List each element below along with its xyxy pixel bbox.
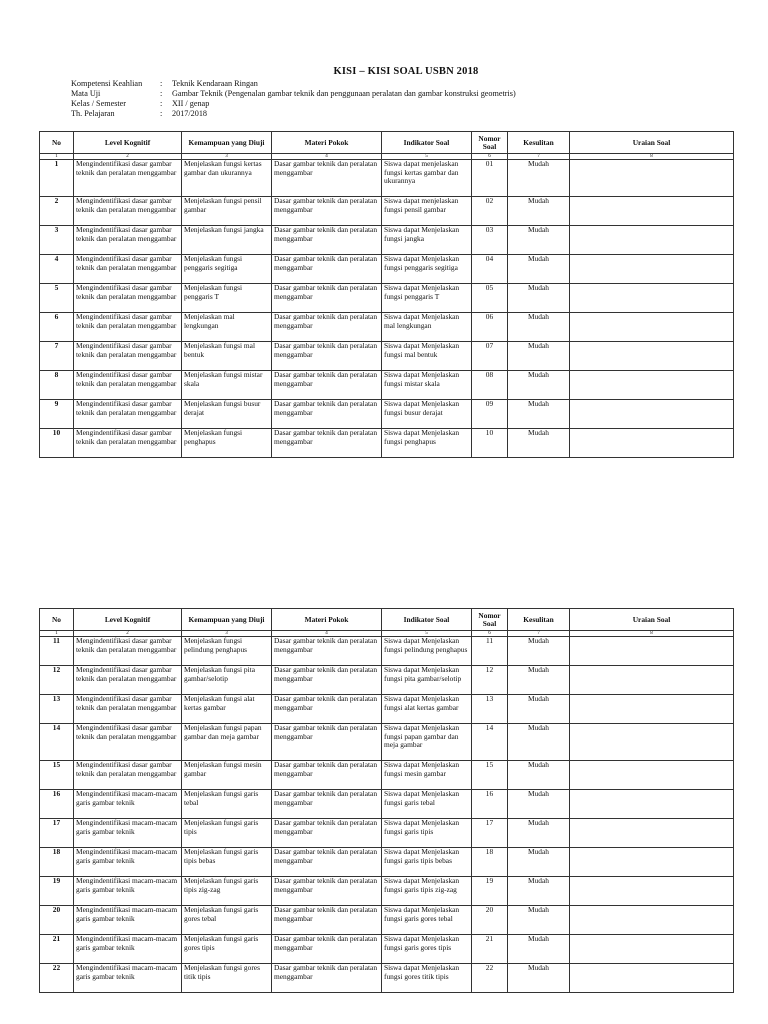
col-number: 5 bbox=[382, 154, 472, 160]
cell-kemampuan: Menjelaskan fungsi mal bentuk bbox=[182, 342, 272, 371]
cell-kemampuan: Menjelaskan fungsi penghapus bbox=[182, 429, 272, 458]
cell-no: 9 bbox=[40, 400, 74, 429]
cell-indikator: Siswa dapat menjelaskan fungsi pensil gambar bbox=[382, 197, 472, 226]
col-number: 7 bbox=[508, 154, 570, 160]
cell-no: 2 bbox=[40, 197, 74, 226]
cell-no: 14 bbox=[40, 724, 74, 761]
meta-separator: : bbox=[160, 89, 163, 98]
cell-indikator: Siswa dapat Menjelaskan fungsi pita gambar/selotip bbox=[382, 666, 472, 695]
cell-nomor: 01 bbox=[472, 160, 508, 197]
cell-no: 20 bbox=[40, 906, 74, 935]
meta-label: Kompetensi Keahlian bbox=[71, 79, 143, 88]
header-indikator: Indikator Soal bbox=[382, 609, 472, 631]
cell-nomor: 15 bbox=[472, 761, 508, 790]
cell-level: Mengindentifikasi dasar gambar teknik dan peralatan menggambar bbox=[74, 197, 182, 226]
cell-materi: Dasar gambar teknik dan peralatan menggambar bbox=[272, 371, 382, 400]
table-row bbox=[40, 400, 734, 429]
cell-kesulitan: Mudah bbox=[508, 313, 570, 342]
cell-materi: Dasar gambar teknik dan peralatan menggambar bbox=[272, 724, 382, 761]
table-row bbox=[40, 197, 734, 226]
cell-kesulitan: Mudah bbox=[508, 935, 570, 964]
cell-no: 3 bbox=[40, 226, 74, 255]
cell-kemampuan: Menjelaskan fungsi garis tebal bbox=[182, 790, 272, 819]
col-number: 8 bbox=[570, 154, 734, 160]
cell-nomor: 08 bbox=[472, 371, 508, 400]
cell-materi: Dasar gambar teknik dan peralatan menggambar bbox=[272, 666, 382, 695]
cell-level: Mengindentifikasi dasar gambar teknik dan peralatan menggambar bbox=[74, 371, 182, 400]
table-body-page-1 bbox=[40, 160, 734, 458]
cell-level: Mengindentifikasi dasar gambar teknik dan peralatan menggambar bbox=[74, 400, 182, 429]
cell-kemampuan: Menjelaskan fungsi pita gambar/selotip bbox=[182, 666, 272, 695]
cell-no: 7 bbox=[40, 342, 74, 371]
cell-indikator: Siswa dapat Menjelaskan fungsi garis tipis zig-zag bbox=[382, 877, 472, 906]
cell-materi: Dasar gambar teknik dan peralatan menggambar bbox=[272, 342, 382, 371]
col-number: 4 bbox=[272, 154, 382, 160]
col-number: 7 bbox=[508, 631, 570, 637]
cell-materi: Dasar gambar teknik dan peralatan menggambar bbox=[272, 313, 382, 342]
cell-kesulitan: Mudah bbox=[508, 160, 570, 197]
cell-uraian bbox=[570, 637, 734, 666]
col-number: 6 bbox=[472, 631, 508, 637]
col-number: 3 bbox=[182, 631, 272, 637]
cell-nomor: 12 bbox=[472, 666, 508, 695]
header-uraian: Uraian Soal bbox=[570, 609, 734, 631]
cell-level: Mengindentifikasi macam-macam garis gambar teknik bbox=[74, 964, 182, 993]
cell-uraian bbox=[570, 313, 734, 342]
col-number: 2 bbox=[74, 154, 182, 160]
cell-uraian bbox=[570, 226, 734, 255]
cell-level: Mengindentifikasi macam-macam garis gambar teknik bbox=[74, 790, 182, 819]
cell-kesulitan: Mudah bbox=[508, 255, 570, 284]
table-row bbox=[40, 255, 734, 284]
cell-uraian bbox=[570, 342, 734, 371]
cell-nomor: 02 bbox=[472, 197, 508, 226]
cell-kesulitan: Mudah bbox=[508, 637, 570, 666]
header-nomor: Nomor Soal bbox=[472, 609, 508, 631]
kisi-table-page-1 bbox=[39, 131, 734, 458]
cell-kesulitan: Mudah bbox=[508, 429, 570, 458]
header-kemampuan: Kemampuan yang Diuji bbox=[182, 609, 272, 631]
cell-indikator: Siswa dapat menjelaskan fungsi kertas gambar dan ukurannya bbox=[382, 160, 472, 197]
table-row bbox=[40, 342, 734, 371]
cell-materi: Dasar gambar teknik dan peralatan menggambar bbox=[272, 906, 382, 935]
table-row bbox=[40, 429, 734, 458]
cell-level: Mengindentifikasi dasar gambar teknik dan peralatan menggambar bbox=[74, 342, 182, 371]
header-nomor: Nomor Soal bbox=[472, 132, 508, 154]
cell-kesulitan: Mudah bbox=[508, 666, 570, 695]
cell-materi: Dasar gambar teknik dan peralatan menggambar bbox=[272, 695, 382, 724]
cell-indikator: Siswa dapat Menjelaskan fungsi mistar skala bbox=[382, 371, 472, 400]
table-body-page-2 bbox=[40, 637, 734, 993]
col-number: 2 bbox=[74, 631, 182, 637]
cell-no: 4 bbox=[40, 255, 74, 284]
cell-indikator: Siswa dapat Menjelaskan fungsi garis tipis bebas bbox=[382, 848, 472, 877]
cell-kemampuan: Menjelaskan fungsi garis gores tebal bbox=[182, 906, 272, 935]
cell-kesulitan: Mudah bbox=[508, 197, 570, 226]
cell-level: Mengindentifikasi dasar gambar teknik dan peralatan menggambar bbox=[74, 255, 182, 284]
cell-no: 19 bbox=[40, 877, 74, 906]
cell-level: Mengindentifikasi dasar gambar teknik dan peralatan menggambar bbox=[74, 761, 182, 790]
meta-row-kompetensi bbox=[71, 79, 516, 89]
cell-kemampuan: Menjelaskan fungsi mesin gambar bbox=[182, 761, 272, 790]
header-uraian: Uraian Soal bbox=[570, 132, 734, 154]
header-row bbox=[40, 609, 734, 631]
cell-kesulitan: Mudah bbox=[508, 226, 570, 255]
cell-nomor: 10 bbox=[472, 429, 508, 458]
cell-indikator: Siswa dapat Menjelaskan fungsi garis gores tipis bbox=[382, 935, 472, 964]
cell-level: Mengindentifikasi dasar gambar teknik dan peralatan menggambar bbox=[74, 284, 182, 313]
cell-level: Mengindentifikasi macam-macam garis gambar teknik bbox=[74, 906, 182, 935]
cell-level: Mengindentifikasi dasar gambar teknik dan peralatan menggambar bbox=[74, 226, 182, 255]
col-number: 4 bbox=[272, 631, 382, 637]
cell-level: Mengindentifikasi macam-macam garis gambar teknik bbox=[74, 935, 182, 964]
cell-kesulitan: Mudah bbox=[508, 877, 570, 906]
cell-no: 22 bbox=[40, 964, 74, 993]
cell-indikator: Siswa dapat Menjelaskan fungsi gores titik tipis bbox=[382, 964, 472, 993]
cell-no: 8 bbox=[40, 371, 74, 400]
cell-indikator: Siswa dapat Menjelaskan fungsi papan gambar dan meja gambar bbox=[382, 724, 472, 761]
cell-kesulitan: Mudah bbox=[508, 848, 570, 877]
cell-kemampuan: Menjelaskan fungsi papan gambar dan meja gambar bbox=[182, 724, 272, 761]
cell-kesulitan: Mudah bbox=[508, 724, 570, 761]
cell-indikator: Siswa dapat Menjelaskan fungsi penggaris segitiga bbox=[382, 255, 472, 284]
cell-materi: Dasar gambar teknik dan peralatan menggambar bbox=[272, 935, 382, 964]
cell-materi: Dasar gambar teknik dan peralatan menggambar bbox=[272, 255, 382, 284]
cell-no: 17 bbox=[40, 819, 74, 848]
cell-kemampuan: Menjelaskan fungsi garis gores tipis bbox=[182, 935, 272, 964]
cell-materi: Dasar gambar teknik dan peralatan menggambar bbox=[272, 400, 382, 429]
cell-level: Mengindentifikasi macam-macam garis gambar teknik bbox=[74, 819, 182, 848]
table-row bbox=[40, 313, 734, 342]
cell-kesulitan: Mudah bbox=[508, 342, 570, 371]
cell-indikator: Siswa dapat Menjelaskan fungsi pelindung penghapus bbox=[382, 637, 472, 666]
cell-nomor: 20 bbox=[472, 906, 508, 935]
cell-nomor: 05 bbox=[472, 284, 508, 313]
table-row bbox=[40, 371, 734, 400]
cell-no: 15 bbox=[40, 761, 74, 790]
cell-no: 12 bbox=[40, 666, 74, 695]
header-kemampuan: Kemampuan yang Diuji bbox=[182, 132, 272, 154]
cell-no: 21 bbox=[40, 935, 74, 964]
header-materi: Materi Pokok bbox=[272, 609, 382, 631]
cell-indikator: Siswa dapat Menjelaskan fungsi garis tipis bbox=[382, 819, 472, 848]
col-number: 1 bbox=[40, 631, 74, 637]
cell-kemampuan: Menjelaskan fungsi mistar skala bbox=[182, 371, 272, 400]
cell-kemampuan: Menjelaskan fungsi garis tipis zig-zag bbox=[182, 877, 272, 906]
cell-materi: Dasar gambar teknik dan peralatan menggambar bbox=[272, 160, 382, 197]
header-no: No bbox=[40, 132, 74, 154]
cell-uraian bbox=[570, 906, 734, 935]
meta-row-kelas bbox=[71, 99, 516, 109]
cell-no: 11 bbox=[40, 637, 74, 666]
col-number: 1 bbox=[40, 154, 74, 160]
table-row bbox=[40, 695, 734, 724]
meta-separator: : bbox=[160, 79, 163, 88]
cell-nomor: 21 bbox=[472, 935, 508, 964]
table-row bbox=[40, 761, 734, 790]
cell-uraian bbox=[570, 848, 734, 877]
cell-nomor: 18 bbox=[472, 848, 508, 877]
table-row bbox=[40, 935, 734, 964]
cell-kemampuan: Menjelaskan fungsi pelindung penghapus bbox=[182, 637, 272, 666]
header-materi: Materi Pokok bbox=[272, 132, 382, 154]
cell-indikator: Siswa dapat Menjelaskan fungsi jangka bbox=[382, 226, 472, 255]
cell-no: 10 bbox=[40, 429, 74, 458]
cell-uraian bbox=[570, 255, 734, 284]
cell-no: 1 bbox=[40, 160, 74, 197]
cell-level: Mengindentifikasi dasar gambar teknik dan peralatan menggambar bbox=[74, 724, 182, 761]
cell-kesulitan: Mudah bbox=[508, 819, 570, 848]
cell-materi: Dasar gambar teknik dan peralatan menggambar bbox=[272, 197, 382, 226]
meta-value: Teknik Kendaraan Ringan bbox=[172, 79, 258, 88]
cell-nomor: 17 bbox=[472, 819, 508, 848]
table-row bbox=[40, 284, 734, 313]
cell-nomor: 03 bbox=[472, 226, 508, 255]
cell-uraian bbox=[570, 877, 734, 906]
table-row bbox=[40, 637, 734, 666]
cell-kemampuan: Menjelaskan mal lengkungan bbox=[182, 313, 272, 342]
cell-uraian bbox=[570, 197, 734, 226]
col-number: 3 bbox=[182, 154, 272, 160]
header-level: Level Kognitif bbox=[74, 132, 182, 154]
cell-kemampuan: Menjelaskan fungsi pensil gambar bbox=[182, 197, 272, 226]
document-meta bbox=[71, 79, 516, 119]
meta-label: Mata Uji bbox=[71, 89, 101, 98]
cell-uraian bbox=[570, 371, 734, 400]
table-row bbox=[40, 848, 734, 877]
cell-kemampuan: Menjelaskan fungsi garis tipis bbox=[182, 819, 272, 848]
cell-materi: Dasar gambar teknik dan peralatan menggambar bbox=[272, 226, 382, 255]
cell-no: 6 bbox=[40, 313, 74, 342]
table-row bbox=[40, 819, 734, 848]
cell-materi: Dasar gambar teknik dan peralatan menggambar bbox=[272, 877, 382, 906]
table-row bbox=[40, 724, 734, 761]
meta-label: Kelas / Semester bbox=[71, 99, 127, 108]
cell-kesulitan: Mudah bbox=[508, 400, 570, 429]
cell-uraian bbox=[570, 790, 734, 819]
header-indikator: Indikator Soal bbox=[382, 132, 472, 154]
cell-materi: Dasar gambar teknik dan peralatan menggambar bbox=[272, 429, 382, 458]
cell-uraian bbox=[570, 819, 734, 848]
cell-indikator: Siswa dapat Menjelaskan fungsi penghapus bbox=[382, 429, 472, 458]
col-number: 5 bbox=[382, 631, 472, 637]
cell-nomor: 06 bbox=[472, 313, 508, 342]
cell-nomor: 19 bbox=[472, 877, 508, 906]
cell-level: Mengindentifikasi dasar gambar teknik dan peralatan menggambar bbox=[74, 637, 182, 666]
cell-kemampuan: Menjelaskan fungsi penggaris T bbox=[182, 284, 272, 313]
meta-row-mata-uji bbox=[71, 89, 516, 99]
cell-nomor: 09 bbox=[472, 400, 508, 429]
cell-kesulitan: Mudah bbox=[508, 371, 570, 400]
cell-level: Mengindentifikasi macam-macam garis gambar teknik bbox=[74, 848, 182, 877]
table-row bbox=[40, 906, 734, 935]
table-row bbox=[40, 160, 734, 197]
cell-indikator: Siswa dapat Menjelaskan fungsi mal bentuk bbox=[382, 342, 472, 371]
cell-level: Mengindentifikasi dasar gambar teknik dan peralatan menggambar bbox=[74, 666, 182, 695]
cell-kesulitan: Mudah bbox=[508, 284, 570, 313]
cell-materi: Dasar gambar teknik dan peralatan menggambar bbox=[272, 819, 382, 848]
meta-separator: : bbox=[160, 109, 163, 118]
cell-kesulitan: Mudah bbox=[508, 906, 570, 935]
cell-kesulitan: Mudah bbox=[508, 964, 570, 993]
cell-kemampuan: Menjelaskan fungsi penggaris segitiga bbox=[182, 255, 272, 284]
cell-uraian bbox=[570, 935, 734, 964]
col-number: 6 bbox=[472, 154, 508, 160]
cell-no: 13 bbox=[40, 695, 74, 724]
cell-level: Mengindentifikasi dasar gambar teknik dan peralatan menggambar bbox=[74, 313, 182, 342]
cell-kesulitan: Mudah bbox=[508, 790, 570, 819]
document-title: KISI – KISI SOAL USBN 2018 bbox=[333, 66, 479, 77]
cell-indikator: Siswa dapat Menjelaskan fungsi garis gores tebal bbox=[382, 906, 472, 935]
meta-row-tahun bbox=[71, 109, 516, 119]
cell-kemampuan: Menjelaskan fungsi garis tipis bebas bbox=[182, 848, 272, 877]
cell-indikator: Siswa dapat Menjelaskan mal lengkungan bbox=[382, 313, 472, 342]
cell-no: 16 bbox=[40, 790, 74, 819]
cell-uraian bbox=[570, 724, 734, 761]
cell-materi: Dasar gambar teknik dan peralatan menggambar bbox=[272, 964, 382, 993]
cell-indikator: Siswa dapat Menjelaskan fungsi penggaris T bbox=[382, 284, 472, 313]
cell-nomor: 16 bbox=[472, 790, 508, 819]
meta-value: Gambar Teknik (Pengenalan gambar teknik dan penggunaan peralatan dan gambar konstruksi geometris) bbox=[172, 89, 516, 98]
cell-kemampuan: Menjelaskan fungsi gores titik tipis bbox=[182, 964, 272, 993]
cell-kemampuan: Menjelaskan fungsi jangka bbox=[182, 226, 272, 255]
cell-nomor: 11 bbox=[472, 637, 508, 666]
cell-kesulitan: Mudah bbox=[508, 761, 570, 790]
cell-materi: Dasar gambar teknik dan peralatan menggambar bbox=[272, 848, 382, 877]
cell-kemampuan: Menjelaskan fungsi alat kertas gambar bbox=[182, 695, 272, 724]
cell-uraian bbox=[570, 429, 734, 458]
cell-level: Mengindentifikasi dasar gambar teknik dan peralatan menggambar bbox=[74, 160, 182, 197]
cell-kemampuan: Menjelaskan fungsi kertas gambar dan ukurannya bbox=[182, 160, 272, 197]
cell-nomor: 04 bbox=[472, 255, 508, 284]
cell-indikator: Siswa dapat Menjelaskan fungsi alat kertas gambar bbox=[382, 695, 472, 724]
cell-nomor: 07 bbox=[472, 342, 508, 371]
table-row bbox=[40, 790, 734, 819]
cell-nomor: 13 bbox=[472, 695, 508, 724]
cell-uraian bbox=[570, 964, 734, 993]
kisi-table-page-2 bbox=[39, 608, 734, 993]
cell-materi: Dasar gambar teknik dan peralatan menggambar bbox=[272, 284, 382, 313]
cell-uraian bbox=[570, 400, 734, 429]
cell-uraian bbox=[570, 761, 734, 790]
cell-nomor: 14 bbox=[472, 724, 508, 761]
cell-level: Mengindentifikasi dasar gambar teknik dan peralatan menggambar bbox=[74, 695, 182, 724]
header-no: No bbox=[40, 609, 74, 631]
header-kesulitan: Kesulitan bbox=[508, 132, 570, 154]
cell-materi: Dasar gambar teknik dan peralatan menggambar bbox=[272, 761, 382, 790]
col-number: 8 bbox=[570, 631, 734, 637]
meta-separator: : bbox=[160, 99, 163, 108]
cell-materi: Dasar gambar teknik dan peralatan menggambar bbox=[272, 637, 382, 666]
cell-uraian bbox=[570, 695, 734, 724]
cell-materi: Dasar gambar teknik dan peralatan menggambar bbox=[272, 790, 382, 819]
table-row bbox=[40, 964, 734, 993]
table-row bbox=[40, 877, 734, 906]
cell-indikator: Siswa dapat Menjelaskan fungsi garis tebal bbox=[382, 790, 472, 819]
cell-indikator: Siswa dapat Menjelaskan fungsi mesin gambar bbox=[382, 761, 472, 790]
meta-label: Th. Pelajaran bbox=[71, 109, 115, 118]
table-row bbox=[40, 226, 734, 255]
cell-no: 18 bbox=[40, 848, 74, 877]
cell-kemampuan: Menjelaskan fungsi busur derajat bbox=[182, 400, 272, 429]
table-row bbox=[40, 666, 734, 695]
cell-nomor: 22 bbox=[472, 964, 508, 993]
header-row bbox=[40, 132, 734, 154]
cell-level: Mengindentifikasi dasar gambar teknik dan peralatan menggambar bbox=[74, 429, 182, 458]
cell-kesulitan: Mudah bbox=[508, 695, 570, 724]
meta-value: XII / genap bbox=[172, 99, 210, 108]
cell-level: Mengindentifikasi macam-macam garis gambar teknik bbox=[74, 877, 182, 906]
header-level: Level Kognitif bbox=[74, 609, 182, 631]
meta-value: 2017/2018 bbox=[172, 109, 208, 118]
header-kesulitan: Kesulitan bbox=[508, 609, 570, 631]
cell-indikator: Siswa dapat Menjelaskan fungsi busur derajat bbox=[382, 400, 472, 429]
cell-uraian bbox=[570, 666, 734, 695]
cell-uraian bbox=[570, 160, 734, 197]
cell-uraian bbox=[570, 284, 734, 313]
cell-no: 5 bbox=[40, 284, 74, 313]
